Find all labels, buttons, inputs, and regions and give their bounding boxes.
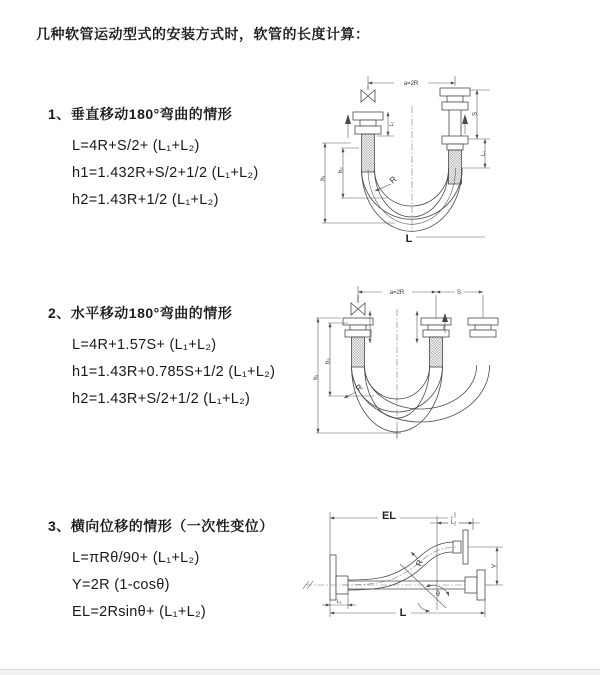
dim-label-length: L xyxy=(405,233,413,245)
dim-label-h2: h₂ xyxy=(325,358,332,364)
section-horizontal-movement xyxy=(48,303,275,413)
dim-label-a2r: a=2R xyxy=(389,290,405,296)
formula-line: h2=1.43R+1/2 (L₁+L₂) xyxy=(72,192,219,208)
formula-block xyxy=(72,332,275,413)
middle-pipe-fitting xyxy=(421,318,451,367)
dim-label-theta: θ xyxy=(436,591,440,598)
right-pipe-phantom xyxy=(468,318,498,337)
valve-icon xyxy=(361,86,375,102)
formula-line: Y=2R (1-cosθ) xyxy=(72,577,170,593)
section-heading: 2、水平移动180°弯曲的情形 xyxy=(48,305,233,321)
dim-label-l1: L₁ xyxy=(389,121,395,127)
dim-label-r: R xyxy=(387,173,399,186)
left-flange xyxy=(330,555,348,600)
section-lateral-displacement xyxy=(48,516,274,626)
hose-u-bend-displaced xyxy=(352,365,490,422)
dim-label-h2: h₂ xyxy=(338,167,345,173)
formula-line: L=4R+S/2+ (L₁+L₂) xyxy=(72,138,200,154)
dim-label-s: S xyxy=(456,290,462,296)
angle-theta xyxy=(400,564,449,611)
dim-label-l1: L₁ xyxy=(480,151,487,156)
dim-label-h1: h₁ xyxy=(313,374,320,380)
dim-label-y: Y xyxy=(491,563,499,569)
movement-arrow-left xyxy=(345,114,351,138)
dimension-a-2r xyxy=(368,76,455,88)
dimension-l xyxy=(330,600,485,619)
page-title: 几种软管运动型式的安装方式时，软管的长度计算： xyxy=(36,26,370,42)
diagram-horizontal-180-bend xyxy=(308,281,543,451)
formula-block xyxy=(72,133,259,214)
hose-s-curve xyxy=(342,542,458,590)
dim-label-l1: L₁ xyxy=(336,599,342,605)
formula-line: h1=1.432R+S/2+1/2 (L₁+L₂) xyxy=(72,165,259,181)
radius-callout xyxy=(375,174,399,191)
formula-line: L=4R+1.57S+ (L₁+L₂) xyxy=(72,337,217,353)
hose-braid xyxy=(362,134,375,172)
formula-line: EL=2Rsinθ+ (L₁+L₂) xyxy=(72,604,207,620)
formula-line: L=πRθ/90+ (L₁+L₂) xyxy=(72,550,200,566)
formula-line: h1=1.43R+0.785S+1/2 (L₁+L₂) xyxy=(72,364,276,380)
right-pipe-fitting xyxy=(440,88,470,184)
dimension-stroke-s xyxy=(436,288,483,297)
dim-label-h1: h₁ xyxy=(320,175,327,181)
dimension-l1-right xyxy=(481,139,487,168)
dim-label-r: R xyxy=(413,558,425,568)
fitting-dimension-marks xyxy=(370,311,417,343)
hose-braid xyxy=(430,337,443,367)
dim-label-el: EL xyxy=(381,510,397,522)
hose-braid xyxy=(352,337,365,367)
dim-label-r: R xyxy=(353,381,365,394)
diagram-vertical-180-bend xyxy=(315,66,530,256)
movement-arrow-right xyxy=(462,114,468,134)
bottom-tick xyxy=(393,428,401,438)
dimension-el xyxy=(330,509,455,555)
dim-label-s: S xyxy=(472,111,479,117)
valve-icon xyxy=(351,295,365,315)
right-flange xyxy=(465,570,485,600)
diagram-lateral-displacement xyxy=(300,500,600,640)
dim-label-length: L xyxy=(399,607,407,619)
dimension-l1 xyxy=(322,594,356,609)
dimension-l xyxy=(406,233,485,245)
section-heading: 1、垂直移动180°弯曲的情形 xyxy=(48,106,233,122)
left-pipe-fitting xyxy=(343,318,373,367)
formula-block xyxy=(72,545,274,626)
dim-label-a2r: a=2R xyxy=(403,81,419,87)
left-pipe-fitting xyxy=(353,112,383,172)
section-vertical-movement xyxy=(48,104,259,214)
formula-line: h2=1.43R+S/2+1/2 (L₁+L₂) xyxy=(72,391,251,407)
dim-label-l2: L₂ xyxy=(450,519,457,526)
dimension-a-2r xyxy=(358,286,483,318)
dimension-l2 xyxy=(430,518,480,531)
page-bottom-band xyxy=(0,670,600,675)
section-heading: 3、横向位移的情形（一次性变位） xyxy=(48,518,274,534)
